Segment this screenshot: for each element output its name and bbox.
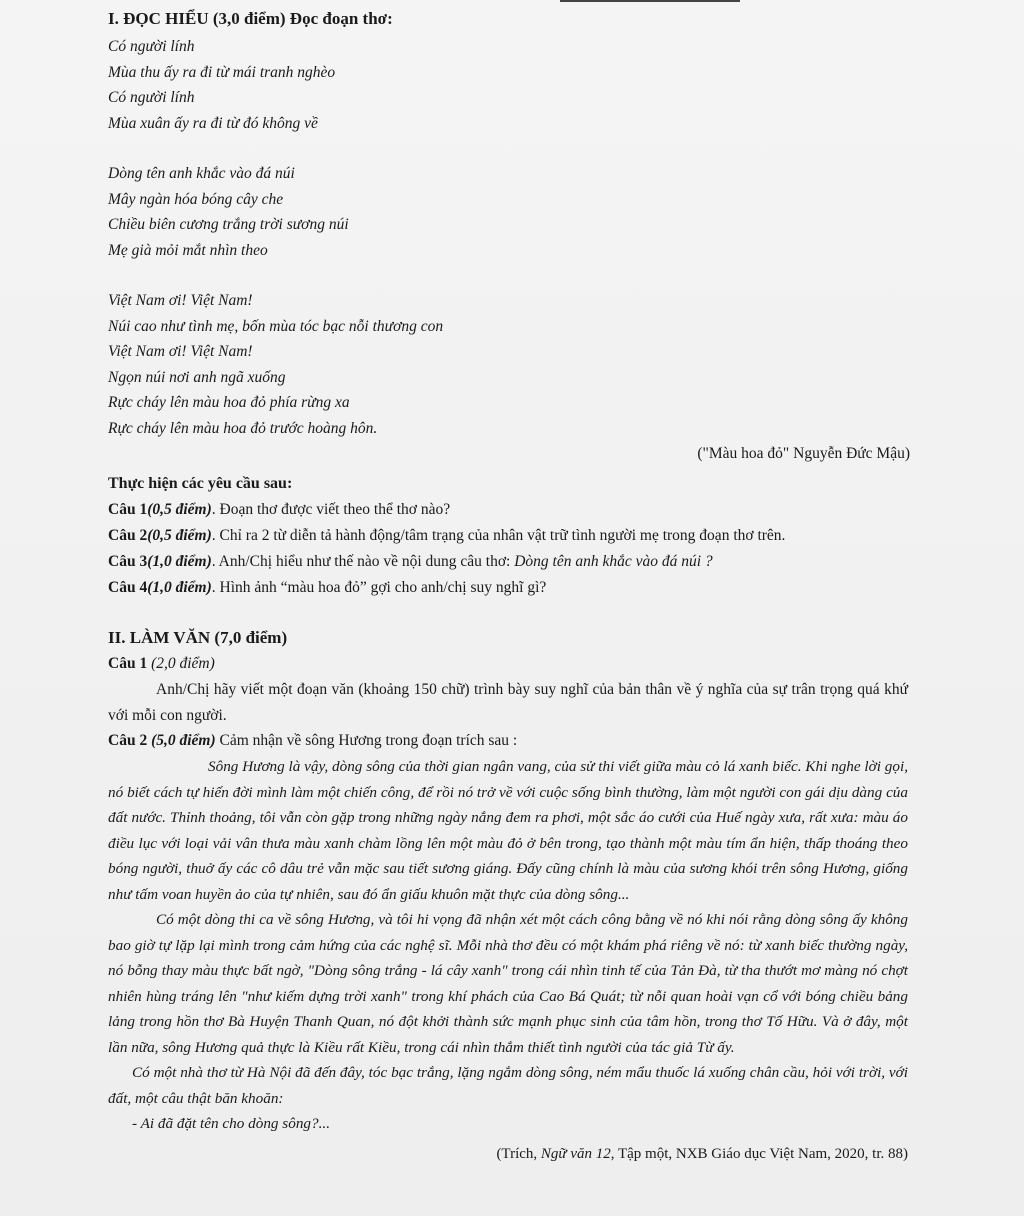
poem-stanza-1 — [108, 34, 908, 136]
citation-suffix: , Tập một, NXB Giáo dục Việt Nam, 2020, tr. 88) — [610, 1145, 908, 1162]
question-text: . Đoạn thơ được viết theo thể thơ nào? — [211, 501, 451, 518]
question-label: Câu 2 — [108, 732, 148, 749]
requirements-title: Thực hiện các yêu cầu sau: — [108, 475, 293, 492]
poem — [108, 34, 908, 441]
question-label: Câu 2 — [108, 527, 148, 544]
exam-content — [108, 6, 908, 1167]
essay-question-1-text: Anh/Chị hãy viết một đoạn văn (khoảng 150 chữ) trình bày suy nghĩ của bản thân về ý nghĩa của sự trân trọng quá khứ với mỗi con người. — [108, 681, 908, 724]
poem-line: Mùa xuân ấy ra đi từ đó không về — [108, 114, 318, 132]
essay-question-1-header — [108, 651, 908, 677]
excerpt-paragraph: Có một nhà thơ từ Hà Nội đã đến đây, tóc bạc trắng, lặng ngắm dòng sông, ném mẩu thuốc lá xuống chân cầu, hỏi với trời, với đất, một câu thật băn khoăn: — [108, 1064, 908, 1107]
question-2 — [108, 523, 908, 549]
excerpt-paragraph: Sông Hương là vậy, dòng sông của thời gian ngân vang, của sử thi viết giữa màu cỏ lá xanh biếc. Khi nghe lời gọi, nó biết cách tự hiến đời mình làm một chiến công, để rồi nó trở về với cuộc sống bình thường, làm một người con gái dịu dàng của đất nước. Thỉnh thoảng, tôi vẫn còn gặp trong những ngày nắng đem ra phơi, một sắc áo cưới của Huế ngày xưa, rất xưa: màu áo điều lục với loại vải vân thưa màu xanh chàm lồng lên một màu đỏ ở bên trong, tạo thành một màu tím ẩn hiện, thấp thoáng theo bóng người, thuở ấy các cô dâu trẻ vẫn mặc sau tiết sương giáng. Đấy cũng chính là màu của sương khói trên sông Hương, giống như tấm voan huyền ảo của tự nhiên, sau đó ẩn giấu khuôn mặt thực của dòng sông... — [108, 758, 908, 903]
stanza-gap — [108, 136, 908, 161]
stanza-gap — [108, 263, 908, 288]
question-points: (0,5 điểm) — [147, 501, 212, 518]
poem-line: Dòng tên anh khắc vào đá núi — [108, 165, 295, 182]
poem-line: Núi cao như tình mẹ, bốn mùa tóc bạc nỗi thương con — [108, 317, 444, 335]
question-quote: Dòng tên anh khắc vào đá núi ? — [514, 553, 713, 570]
question-points: (1,0 điểm) — [147, 553, 212, 570]
section1-heading: I. ĐỌC HIỂU (3,0 điểm) Đọc đoạn thơ: — [108, 9, 393, 28]
question-text: . Hình ảnh “màu hoa đỏ” gợi cho anh/chị suy nghĩ gì? — [211, 579, 547, 596]
poem-stanza-2 — [108, 161, 908, 263]
question-text: Cảm nhận về sông Hương trong đoạn trích sau : — [215, 732, 518, 749]
poem-line: Có người lính — [108, 38, 195, 55]
question-4 — [108, 575, 908, 601]
citation-book: Ngữ văn 12 — [540, 1145, 611, 1162]
excerpt — [108, 754, 908, 1137]
question-label: Câu 1 — [108, 501, 148, 518]
question-points: (2,0 điểm) — [151, 655, 215, 672]
section2 — [108, 625, 908, 1167]
question-3 — [108, 549, 908, 575]
question-label: Câu 3 — [108, 553, 148, 570]
question-text: . Chỉ ra 2 từ diễn tả hành động/tâm trạng của nhân vật trữ tình người mẹ trong đoạn thơ trên. — [211, 527, 786, 544]
poem-line: Mùa thu ấy ra đi từ mái tranh nghèo — [108, 63, 336, 81]
poem-line: Rực cháy lên màu hoa đỏ trước hoàng hôn. — [108, 419, 378, 437]
section2-heading: II. LÀM VĂN (7,0 điểm) — [108, 628, 288, 647]
essay-question-2-header — [108, 728, 908, 754]
question-label: Câu 1 — [108, 655, 148, 672]
poem-line: Việt Nam ơi! Việt Nam! — [108, 292, 253, 309]
question-1 — [108, 497, 908, 523]
excerpt-citation — [108, 1141, 908, 1167]
question-text: . Anh/Chị hiểu như thế nào về nội dung câu thơ: — [211, 553, 515, 570]
question-points: (5,0 điểm) — [151, 732, 216, 749]
question-points: (0,5 điểm) — [147, 527, 212, 544]
poem-line: Mẹ già mỏi mắt nhìn theo — [108, 241, 268, 259]
poem-line: Mây ngàn hóa bóng cây che — [108, 190, 284, 208]
question-points: (1,0 điểm) — [147, 579, 212, 596]
excerpt-paragraph: Có một dòng thi ca về sông Hương, và tôi hi vọng đã nhận xét một cách công bằng về nó khi nói rằng dòng sông ấy không bao giờ tự lặp lại mình trong cảm hứng của các nghệ sĩ. Mỗi nhà thơ đều có một khám phá riêng về nó: từ xanh biếc thường ngày, nó bỗng thay màu thực bất ngờ, "Dòng sông trắng - lá cây xanh" trong cái nhìn tinh tế của Tản Đà, từ tha thướt mơ màng nó chợt nhiên hùng tráng lên "như kiếm dựng trời xanh" trong khí phách của Cao Bá Quát; từ nỗi quan hoài vạn cổ với bóng chiều bảng lảng trong hồn thơ Bà Huyện Thanh Quan, nó đột khởi thành sức mạnh phục sinh của tâm hồn, trong thơ Tố Hữu. Và ở đây, một lần nữa, sông Hương quả thực là Kiều rất Kiều, trong cái nhìn thắm thiết tình người của tác giả Từ ấy. — [108, 911, 908, 1056]
poem-source: ("Màu hoa đỏ" Nguyễn Đức Mậu) — [697, 445, 910, 462]
poem-line: Rực cháy lên màu hoa đỏ phía rừng xa — [108, 394, 350, 411]
poem-line: Chiều biên cương trắng trời sương núi — [108, 216, 349, 233]
top-rule — [560, 0, 740, 2]
citation-prefix: (Trích, — [496, 1145, 541, 1162]
poem-line: Ngọn núi nơi anh ngã xuống — [108, 368, 286, 386]
poem-line: Việt Nam ơi! Việt Nam! — [108, 343, 253, 360]
excerpt-paragraph: - Ai đã đặt tên cho dòng sông?... — [132, 1115, 330, 1132]
question-label: Câu 4 — [108, 579, 148, 596]
poem-line: Có người lính — [108, 89, 195, 106]
poem-stanza-3 — [108, 288, 908, 441]
